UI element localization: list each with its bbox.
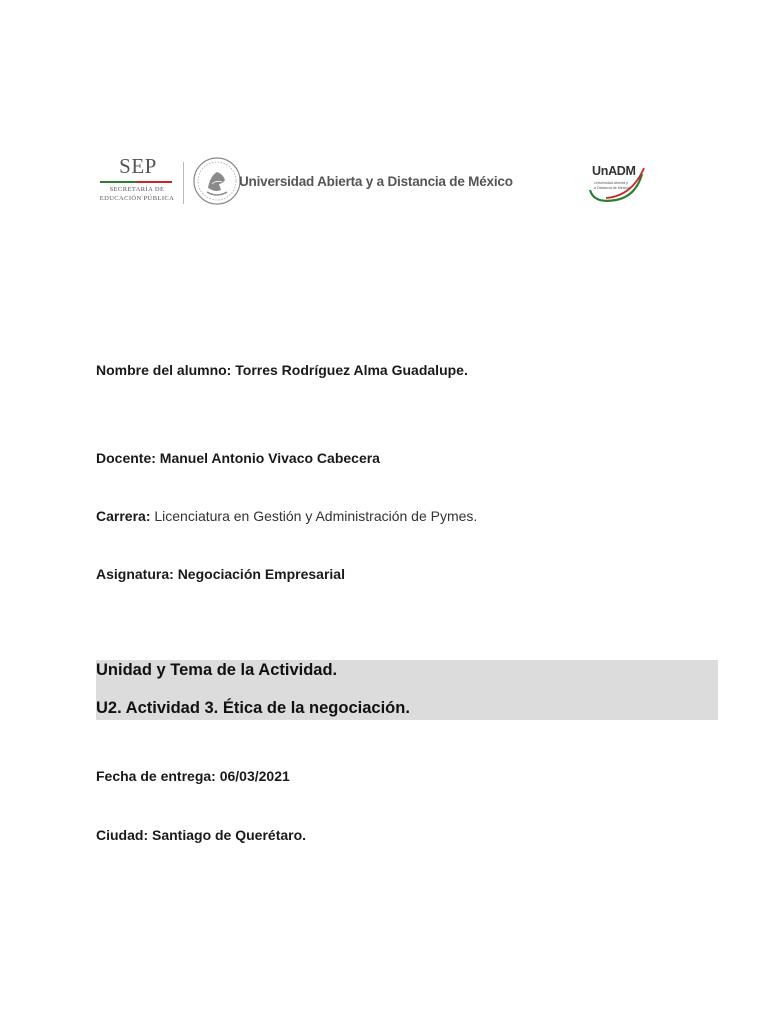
mexico-coat-of-arms-icon (192, 154, 242, 208)
unadm-logo-subtitle-1: Universidad Abierta y (594, 181, 628, 185)
teacher-line (96, 450, 380, 466)
delivery-date-line (96, 768, 290, 784)
activity-heading: Unidad y Tema de la Actividad. (96, 661, 338, 679)
career-label: Carrera: (96, 508, 151, 524)
sep-logo-subtitle-1: SECRETARÍA DE (109, 186, 165, 193)
career-value: Licenciatura en Gestión y Administración de Pymes. (154, 508, 478, 524)
header-logos (96, 152, 656, 212)
teacher-value: Manuel Antonio Vivaco Cabecera (159, 450, 380, 466)
teacher-label: Docente: (96, 450, 156, 466)
career-line (96, 508, 477, 524)
activity-highlight-block (96, 660, 718, 720)
logo-divider (183, 162, 184, 204)
sep-logo (96, 152, 178, 208)
student-name-line (96, 362, 468, 378)
city-line (96, 827, 306, 843)
delivery-date-label: Fecha de entrega: (96, 768, 216, 784)
sep-logo-subtitle-2: EDUCACIÓN PÚBLICA (99, 195, 175, 202)
city-label: Ciudad: (96, 827, 149, 843)
unadm-logo (586, 160, 648, 206)
activity-title: U2. Actividad 3. Ética de la negociación. (96, 699, 410, 717)
sep-green-bar (100, 181, 136, 183)
unadm-logo-subtitle-2: a Distancia de México (594, 186, 630, 190)
subject-label: Asignatura: (96, 566, 174, 582)
student-name-value: Torres Rodríguez Alma Guadalupe. (235, 362, 468, 378)
university-name: Universidad Abierta y a Distancia de México (239, 174, 513, 189)
subject-value: Negociación Empresarial (177, 566, 345, 582)
subject-line (96, 566, 345, 582)
student-name-label: Nombre del alumno: (96, 362, 232, 378)
city-value: Santiago de Querétaro. (152, 827, 307, 843)
sep-logo-title: SEP (119, 154, 157, 178)
delivery-date-value: 06/03/2021 (219, 768, 290, 784)
unadm-logo-text: UnADM (592, 164, 636, 178)
sep-red-bar (136, 181, 172, 183)
